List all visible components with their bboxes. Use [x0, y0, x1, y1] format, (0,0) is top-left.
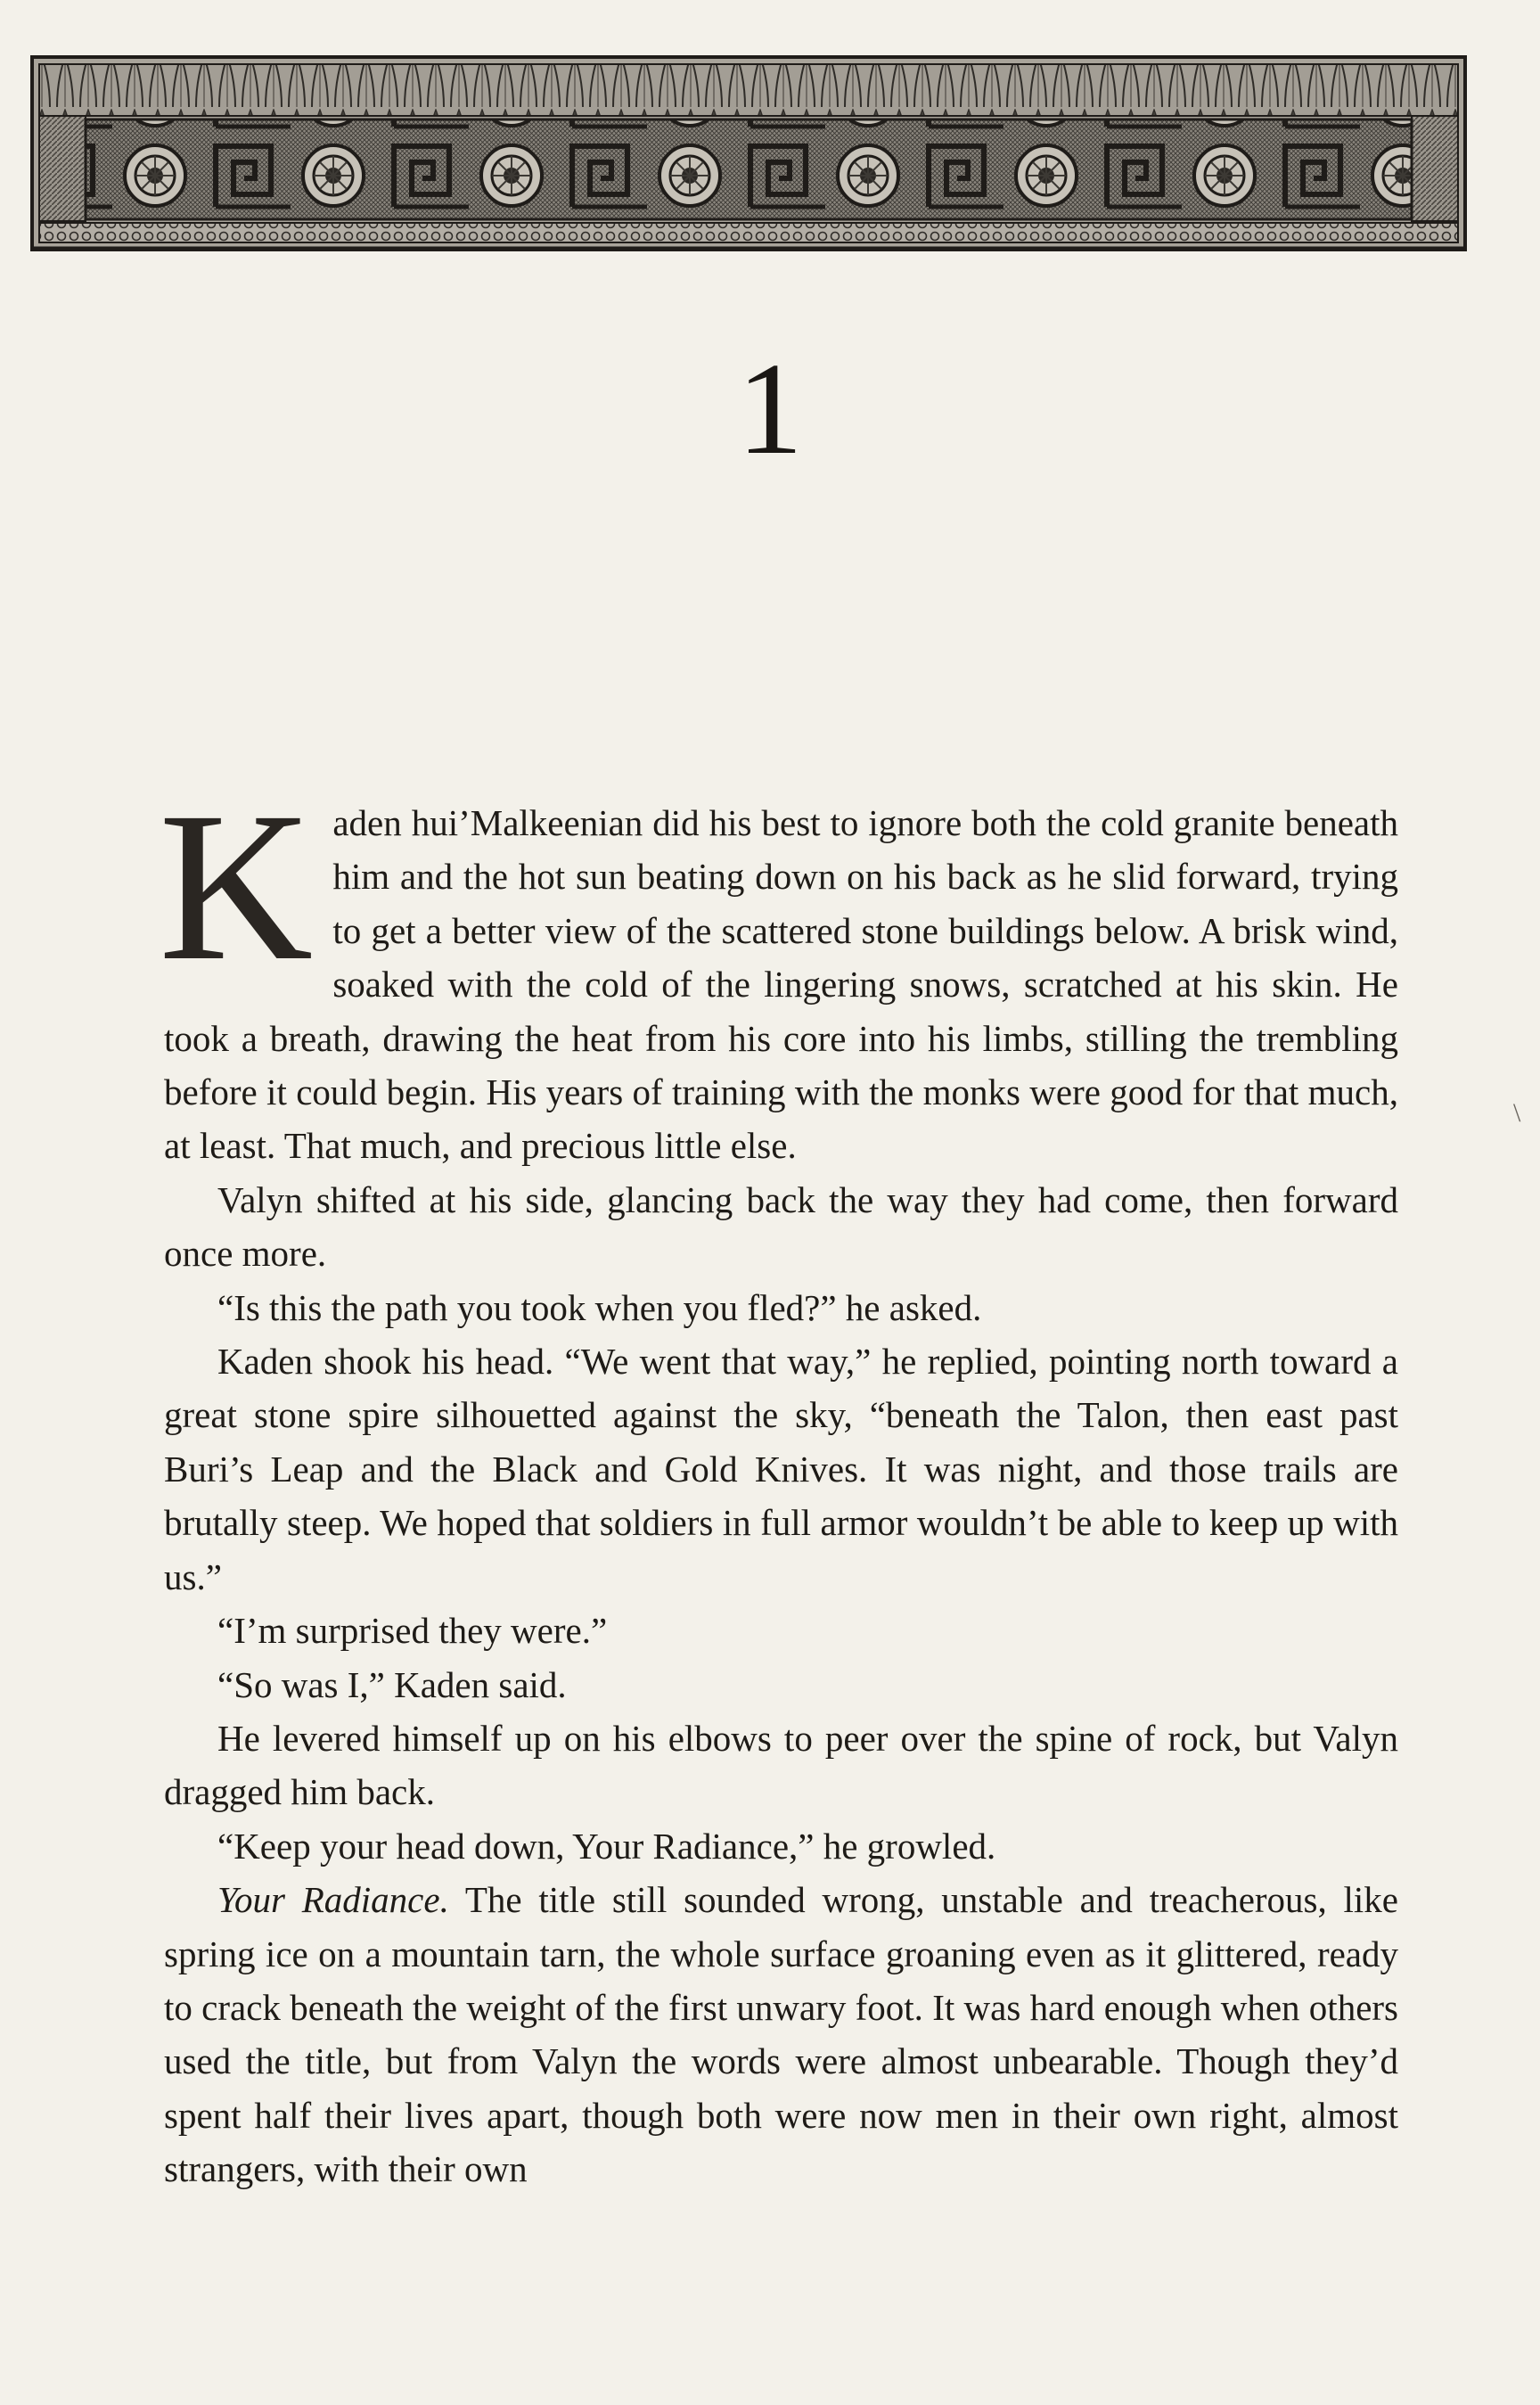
margin-mark: \ [1513, 1098, 1521, 1128]
greek-key-ornament [30, 55, 1467, 251]
paragraph: Kaden shook his head. “We went that way,” he replied, pointing north toward a great stone spire silhouetted against the sky, “beneath the Talon, then east past Buri’s Leap and the Black and Gold Knives. It was night, and those trails are brutally steep. We hoped that soldiers in full armor wouldn’t be able to keep up with us.” [164, 1341, 1398, 1597]
chapter-number: 1 [737, 336, 803, 482]
opening-text: aden hui’Malkeenian did his best to ignore both the cold granite beneath him and the hot sun beating down on his back as he slid forward, trying to get a better view of the scattered stone buildings below. A brisk wind, soaked with the cold of the lingering snows, scratched at his skin. He took a breath, drawing the heat from his core into his limbs, stilling the trembling before it could begin. His years of training with the monks were good for that much, at least. That much, and precious little else. [164, 802, 1398, 1167]
paragraph: “I’m surprised they were.” [217, 1610, 608, 1652]
ornament-graphic [30, 55, 1467, 251]
final-text: The title still sounded wrong, unstable and treacherous, like spring ice on a mountain tarn, the whole surface groaning even as it glittered, ready to crack beneath the weight of the first unwary foot. It was hard enough when others used the title, but from Valyn the words were almost unbearable. Though they’d spent half their lives apart, though both were now men in their own right, almost strangers, with their own [164, 1879, 1398, 2190]
paragraph: He levered himself up on his elbows to peer over the spine of rock, but Valyn dragged him back. [164, 1717, 1398, 1813]
drop-cap: K [159, 767, 314, 1005]
opening-paragraph [159, 767, 1398, 1173]
paragraph: “Is this the path you took when you fled?” he asked. [217, 1286, 982, 1328]
paragraph: “So was I,” Kaden said. [217, 1663, 567, 1705]
final-paragraph [164, 1873, 1398, 2196]
paragraph: “Keep your head down, Your Radiance,” he growled. [217, 1825, 996, 1867]
italic-title: Your Radiance. [217, 1879, 449, 1921]
chapter-body [159, 767, 1398, 2196]
paragraph: Valyn shifted at his side, glancing back the way they had come, then forward once more. [164, 1178, 1398, 1275]
